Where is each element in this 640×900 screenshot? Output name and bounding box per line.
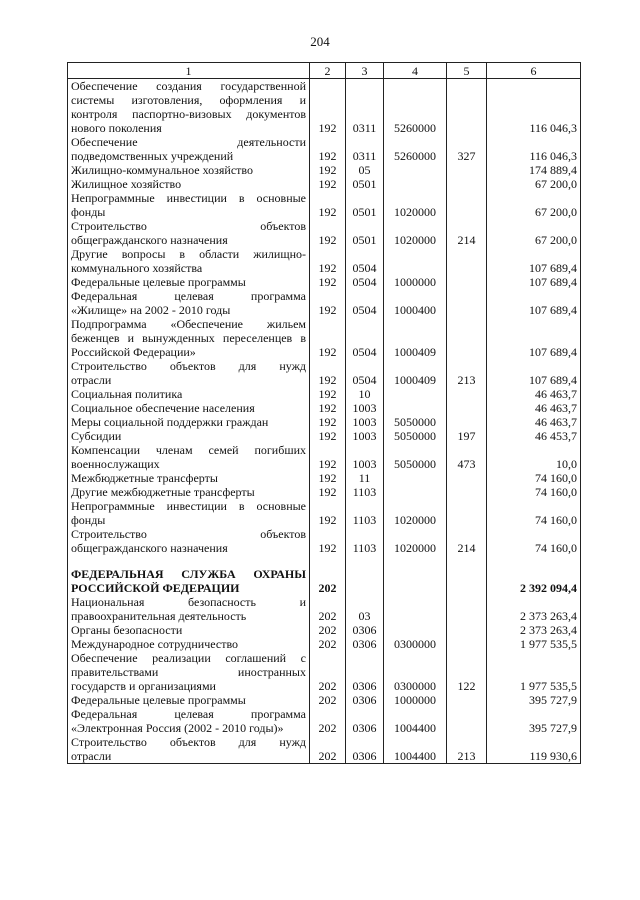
target-article-cell: 5050000 [384,443,447,471]
row-name-line: ФЕДЕРАЛЬНАЯ СЛУЖБА ОХРАНЫ [71,567,306,581]
row-name [68,637,310,651]
ministry-code-cell: 192 [310,387,346,401]
amount-cell: 2 373 263,4 [487,595,581,623]
row-name-line: Непрограммные инвестиции в основные [71,191,306,205]
amount-cell: 174 889,4 [487,163,581,177]
amount-cell: 2 373 263,4 [487,623,581,637]
amount-cell: 10,0 [487,443,581,471]
amount-cell: 67 200,0 [487,219,581,247]
row-name-line: Строительство объектов [71,219,306,233]
target-article-cell [384,163,447,177]
row-name [68,387,310,401]
table-row [68,191,581,219]
section-code-cell: 0306 [346,651,384,693]
section-code-cell: 0306 [346,693,384,707]
row-name [68,163,310,177]
table-row [68,651,581,693]
ministry-code-cell: 192 [310,247,346,275]
row-name-line: контроля паспортно-визовых документов [71,107,306,121]
ministry-code-cell: 202 [310,651,346,693]
expense-type-cell: 197 [447,429,487,443]
amount-cell: 395 727,9 [487,693,581,707]
row-name-line: Международное сотрудничество [71,637,239,651]
amount-cell: 107 689,4 [487,317,581,359]
empty-cell [447,555,487,567]
row-name [68,79,310,136]
column-header: 6 [487,63,581,79]
table-row [68,637,581,651]
ministry-code-cell: 202 [310,707,346,735]
row-name-line: Органы безопасности [71,623,183,637]
row-name-line: Федеральная целевая программа [71,289,306,303]
expense-type-cell: 214 [447,527,487,555]
row-name-line: Компенсации членам семей погибших [71,443,306,457]
section-code-cell: 0311 [346,135,384,163]
row-name [68,219,310,247]
row-name [68,651,310,693]
amount-cell: 107 689,4 [487,359,581,387]
ministry-code-cell: 192 [310,79,346,136]
amount-cell: 74 160,0 [487,527,581,555]
row-name-line: Национальная безопасность и [71,595,306,609]
amount-cell: 1 977 535,5 [487,637,581,651]
expense-type-cell [447,567,487,595]
amount-cell: 1 977 535,5 [487,651,581,693]
row-name-line: коммунального хозяйства [71,261,203,275]
row-name [68,429,310,443]
amount-cell: 107 689,4 [487,247,581,275]
table-row [68,499,581,527]
amount-cell: 67 200,0 [487,177,581,191]
table-row [68,219,581,247]
table-body [68,79,581,764]
expense-type-cell [447,191,487,219]
row-name-line: РОССИЙСКОЙ ФЕДЕРАЦИИ [71,581,240,595]
expense-type-cell [447,499,487,527]
ministry-code-cell: 192 [310,499,346,527]
row-name-line: общегражданского назначения [71,541,228,555]
ministry-code-cell: 192 [310,359,346,387]
ministry-code-cell: 192 [310,443,346,471]
ministry-code-cell: 192 [310,527,346,555]
table-row [68,443,581,471]
section-code-cell: 1103 [346,485,384,499]
section-code-cell: 0504 [346,317,384,359]
amount-cell: 46 453,7 [487,429,581,443]
row-name-line: Межбюджетные трансферты [71,471,218,485]
table-row [68,79,581,136]
expense-type-cell [447,177,487,191]
row-name-line: фонды [71,205,106,219]
column-header: 2 [310,63,346,79]
amount-cell: 2 392 094,4 [487,567,581,595]
expense-type-cell [447,415,487,429]
row-name-line: Обеспечение реализации соглашений с [71,651,306,665]
expense-type-cell: 213 [447,735,487,764]
table-row [68,275,581,289]
target-article-cell: 1020000 [384,219,447,247]
table-row [68,289,581,317]
row-name-line: подведомственных учреждений [71,149,234,163]
column-header: 1 [68,63,310,79]
column-header: 3 [346,63,384,79]
expense-type-cell [447,317,487,359]
row-name-line: Российской Федерации» [71,345,196,359]
row-name [68,415,310,429]
target-article-cell [384,387,447,401]
ministry-code-cell: 192 [310,317,346,359]
row-name-line: Подпрограмма «Обеспечение жильем [71,317,306,331]
ministry-code-cell: 192 [310,163,346,177]
amount-cell: 116 046,3 [487,135,581,163]
table-header-row [68,63,581,79]
amount-cell: 107 689,4 [487,289,581,317]
row-name-line: Жилищное хозяйство [71,177,182,191]
row-name-line: Непрограммные инвестиции в основные [71,499,306,513]
target-article-cell [384,623,447,637]
row-name-line: Федеральная целевая программа [71,707,306,721]
amount-cell: 74 160,0 [487,471,581,485]
expense-type-cell [447,471,487,485]
target-article-cell: 5050000 [384,415,447,429]
expense-type-cell [447,637,487,651]
row-name [68,289,310,317]
target-article-cell [384,567,447,595]
row-name-line: «Жилище» на 2002 - 2010 годы [71,303,231,317]
table-row [68,177,581,191]
section-code-cell: 1003 [346,415,384,429]
row-name-line: общегражданского назначения [71,233,228,247]
table-row [68,359,581,387]
amount-cell: 395 727,9 [487,707,581,735]
section-code-cell: 10 [346,387,384,401]
ministry-code-cell: 202 [310,595,346,623]
table-row [68,247,581,275]
row-name-line: Федеральные целевые программы [71,275,246,289]
section-code-cell [346,567,384,595]
amount-cell: 119 930,6 [487,735,581,764]
target-article-cell [384,401,447,415]
row-name-line: нового поколения [71,121,162,135]
table-row [68,567,581,595]
empty-cell [68,555,310,567]
expense-type-cell [447,401,487,415]
expense-type-cell [447,485,487,499]
section-code-cell: 0306 [346,623,384,637]
ministry-code-cell: 192 [310,177,346,191]
ministry-code-cell: 192 [310,219,346,247]
row-name [68,191,310,219]
target-article-cell: 1000400 [384,289,447,317]
row-name-line: Федеральные целевые программы [71,693,246,707]
expense-type-cell [447,387,487,401]
row-name [68,275,310,289]
expense-type-cell [447,247,487,275]
row-name-line: отрасли [71,373,112,387]
row-name-line: правоохранительная деятельность [71,609,247,623]
target-article-cell: 1020000 [384,499,447,527]
row-name [68,707,310,735]
amount-cell: 46 463,7 [487,401,581,415]
row-name-line: Другие межбюджетные трансферты [71,485,255,499]
row-name-line: «Электронная Россия (2002 - 2010 годы)» [71,721,284,735]
target-article-cell: 1020000 [384,191,447,219]
amount-cell: 116 046,3 [487,79,581,136]
empty-cell [487,555,581,567]
target-article-cell: 0300000 [384,651,447,693]
expense-type-cell [447,163,487,177]
target-article-cell [384,485,447,499]
section-code-cell: 0306 [346,735,384,764]
target-article-cell: 5260000 [384,79,447,136]
section-code-cell: 1003 [346,401,384,415]
table-row [68,527,581,555]
section-code-cell: 0504 [346,359,384,387]
ministry-code-cell: 202 [310,693,346,707]
row-name [68,247,310,275]
row-name-line: фонды [71,513,106,527]
ministry-code-cell: 202 [310,735,346,764]
amount-cell: 74 160,0 [487,485,581,499]
section-code-cell: 0501 [346,177,384,191]
target-article-cell: 1000409 [384,317,447,359]
table-row [68,163,581,177]
expense-type-cell [447,623,487,637]
ministry-code-cell: 192 [310,415,346,429]
row-name-line: Другие вопросы в области жилищно- [71,247,306,261]
amount-cell: 46 463,7 [487,415,581,429]
section-code-cell: 0311 [346,79,384,136]
row-name [68,693,310,707]
spacer-row [68,555,581,567]
ministry-code-cell: 202 [310,623,346,637]
row-name-line: отрасли [71,749,112,763]
row-name-line: правительствами иностранных [71,665,306,679]
ministry-code-cell: 202 [310,567,346,595]
row-name-line: Обеспечение деятельности [71,135,306,149]
row-name-line: Строительство объектов для нужд [71,359,306,373]
section-code-cell: 0501 [346,219,384,247]
column-header: 5 [447,63,487,79]
section-code-cell: 05 [346,163,384,177]
target-article-cell [384,247,447,275]
expense-type-cell: 214 [447,219,487,247]
row-name [68,401,310,415]
row-name [68,135,310,163]
target-article-cell: 1000000 [384,275,447,289]
page-number: 204 [310,34,330,49]
table-row [68,317,581,359]
amount-cell: 74 160,0 [487,499,581,527]
section-code-cell: 1003 [346,443,384,471]
row-name [68,527,310,555]
ministry-code-cell: 192 [310,191,346,219]
row-name [68,735,310,764]
expense-type-cell [447,693,487,707]
target-article-cell: 1020000 [384,527,447,555]
expense-type-cell [447,79,487,136]
table-row [68,485,581,499]
empty-cell [384,555,447,567]
ministry-code-cell: 192 [310,485,346,499]
empty-cell [310,555,346,567]
table-row [68,387,581,401]
row-name [68,485,310,499]
expense-type-cell: 213 [447,359,487,387]
ministry-code-cell: 192 [310,289,346,317]
table-row [68,415,581,429]
expense-type-cell: 473 [447,443,487,471]
target-article-cell [384,595,447,623]
expense-type-cell: 122 [447,651,487,693]
section-code-cell: 0504 [346,247,384,275]
table-row [68,735,581,764]
row-name-line: Обеспечение создания государственной [71,79,306,93]
amount-cell: 67 200,0 [487,191,581,219]
row-name [68,443,310,471]
column-header: 4 [384,63,447,79]
row-name-line: Жилищно-коммунальное хозяйство [71,163,254,177]
row-name [68,595,310,623]
target-article-cell: 1000000 [384,693,447,707]
table-row [68,595,581,623]
row-name-line: системы изготовления, оформления и [71,93,306,107]
table-row [68,693,581,707]
expense-type-cell [447,595,487,623]
row-name-line: государств и организациями [71,679,216,693]
ministry-code-cell: 192 [310,275,346,289]
row-name [68,499,310,527]
table-row [68,623,581,637]
ministry-code-cell: 192 [310,471,346,485]
target-article-cell [384,471,447,485]
row-name-line: военнослужащих [71,457,160,471]
row-name-line: Социальная политика [71,387,183,401]
target-article-cell: 1004400 [384,707,447,735]
expense-type-cell [447,289,487,317]
table-row [68,429,581,443]
expense-type-cell [447,275,487,289]
row-name [68,567,310,595]
amount-cell: 46 463,7 [487,387,581,401]
row-name-line: Субсидии [71,429,122,443]
row-name [68,359,310,387]
table-row [68,135,581,163]
section-code-cell: 1103 [346,499,384,527]
table-row [68,471,581,485]
table-row [68,401,581,415]
budget-table [67,62,581,764]
section-code-cell: 1103 [346,527,384,555]
section-code-cell: 0504 [346,289,384,317]
section-code-cell: 0501 [346,191,384,219]
target-article-cell: 1004400 [384,735,447,764]
row-name [68,317,310,359]
expense-type-cell [447,707,487,735]
row-name [68,471,310,485]
row-name-line: Меры социальной поддержки граждан [71,415,269,429]
section-code-cell: 1003 [346,429,384,443]
ministry-code-cell: 192 [310,135,346,163]
empty-cell [346,555,384,567]
target-article-cell: 5260000 [384,135,447,163]
row-name-line: Строительство объектов для нужд [71,735,306,749]
ministry-code-cell: 192 [310,429,346,443]
target-article-cell: 5050000 [384,429,447,443]
row-name [68,623,310,637]
section-code-cell: 11 [346,471,384,485]
section-code-cell: 0504 [346,275,384,289]
expense-type-cell: 327 [447,135,487,163]
target-article-cell: 0300000 [384,637,447,651]
row-name-line: беженцев и вынужденных переселенцев в [71,331,306,345]
row-name [68,177,310,191]
target-article-cell [384,177,447,191]
ministry-code-cell: 192 [310,401,346,415]
row-name-line: Социальное обеспечение населения [71,401,255,415]
amount-cell: 107 689,4 [487,275,581,289]
ministry-code-cell: 202 [310,637,346,651]
row-name-line: Строительство объектов [71,527,306,541]
section-code-cell: 0306 [346,707,384,735]
table-row [68,707,581,735]
section-code-cell: 03 [346,595,384,623]
target-article-cell: 1000409 [384,359,447,387]
section-code-cell: 0306 [346,637,384,651]
